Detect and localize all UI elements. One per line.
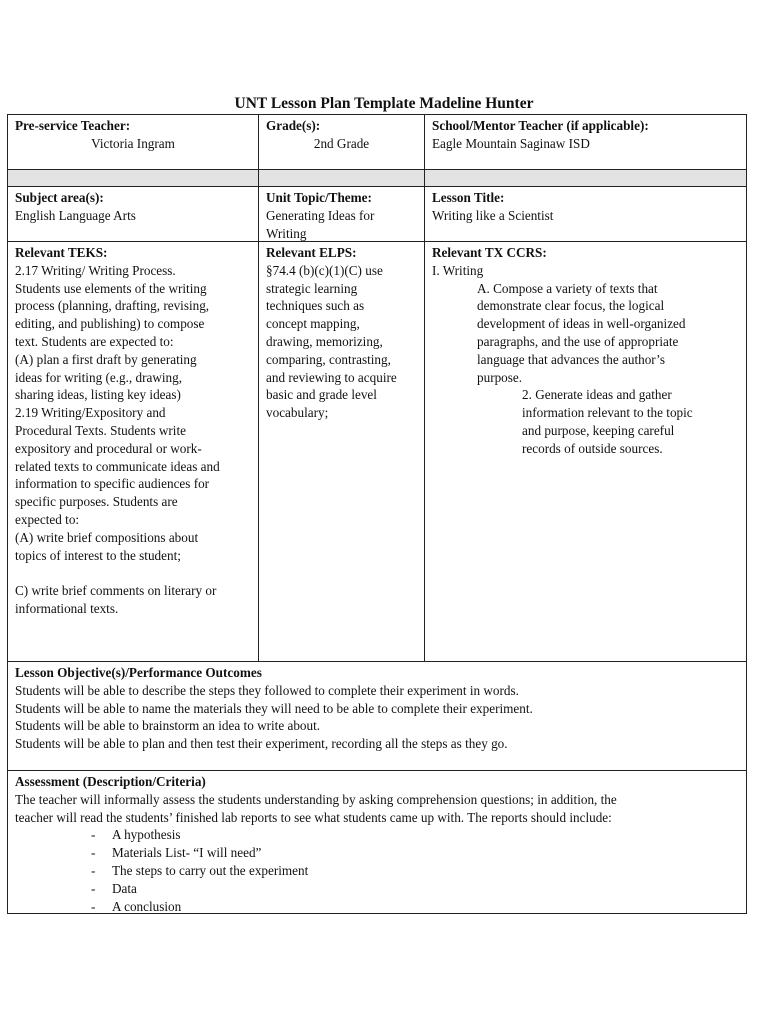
teks-blank-line <box>15 564 251 582</box>
grade-value: 2nd Grade <box>313 135 370 151</box>
elps-line: and reviewing to acquire <box>266 369 397 385</box>
teks-line: specific purposes. Students are <box>15 494 178 510</box>
assessment-label: Assessment (Description/Criteria) <box>15 774 206 789</box>
grade-label: Grade(s): <box>266 118 321 133</box>
teks-line: editing, and publishing) to compose <box>15 316 205 332</box>
school-label: School/Mentor Teacher (if applicable): <box>432 118 649 133</box>
bullet-dash: - <box>91 862 96 878</box>
lesson-title-cell <box>424 186 747 242</box>
elps-cell <box>258 241 425 662</box>
teks-line: process (planning, drafting, revising, <box>15 298 210 314</box>
teks-line: related texts to communicate ideas and <box>15 458 220 474</box>
ccrs-a-line: language that advances the author’s <box>477 351 665 367</box>
subject-label: Subject area(s): <box>15 190 104 205</box>
list-item-text: Materials List- “I will need” <box>112 845 262 861</box>
teks-cell <box>7 241 259 662</box>
teks-line: ideas for writing (e.g., drawing, <box>15 369 182 385</box>
elps-line: §74.4 (b)(c)(1)(C) use <box>266 262 383 278</box>
lesson-title-label: Lesson Title: <box>432 190 505 205</box>
bullet-dash: - <box>91 898 96 914</box>
objective-line: Students will be able to name the materials they will need to be able to complete their experiment. <box>15 700 533 716</box>
objective-line: Students will be able to describe the steps they followed to complete their experiment in words. <box>15 682 519 698</box>
teacher-cell <box>7 114 259 170</box>
page-title: UNT Lesson Plan Template Madeline Hunter <box>234 95 534 112</box>
school-value: Eagle Mountain Saginaw ISD <box>432 135 590 151</box>
teks-line: 2.17 Writing/ Writing Process. <box>15 262 176 278</box>
bullet-dash: - <box>91 827 96 843</box>
ccrs-b-line: information relevant to the topic <box>522 405 693 421</box>
teacher-label: Pre-service Teacher: <box>15 118 131 133</box>
ccrs-a-line: development of ideas in well-organized <box>477 316 686 332</box>
ccrs-a-line: A. Compose a variety of texts that <box>477 280 658 296</box>
teks-line: Students use elements of the writing <box>15 280 207 296</box>
list-item-text: A hypothesis <box>112 827 181 843</box>
unit-label: Unit Topic/Theme: <box>266 190 372 205</box>
list-item <box>15 880 739 898</box>
ccrs-heading: I. Writing <box>432 262 484 278</box>
list-item-text: A conclusion <box>112 898 182 914</box>
school-cell <box>424 114 747 170</box>
teks-line: (A) plan a first draft by generating <box>15 351 197 367</box>
teks-line: (A) write brief compositions about <box>15 529 199 545</box>
unit-line: Writing <box>266 225 307 241</box>
objectives-label: Lesson Objective(s)/Performance Outcomes <box>15 665 262 680</box>
spacer-row-2 <box>258 169 425 187</box>
elps-line: basic and grade level <box>266 387 377 403</box>
list-item-text: The steps to carry out the experiment <box>112 862 309 878</box>
subject-cell <box>7 186 259 242</box>
teks-line: topics of interest to the student; <box>15 547 181 563</box>
ccrs-a-line: demonstrate clear focus, the logical <box>477 298 665 314</box>
unit-cell <box>258 186 425 242</box>
teks-label: Relevant TEKS: <box>15 245 108 260</box>
spacer-row-3 <box>424 169 747 187</box>
assessment-cell <box>7 770 747 914</box>
list-item-text: Data <box>112 880 137 896</box>
elps-line: vocabulary; <box>266 405 329 421</box>
elps-label: Relevant ELPS: <box>266 245 357 260</box>
teks-line: text. Students are expected to: <box>15 333 174 349</box>
teks-line: information to specific audiences for <box>15 476 210 492</box>
objective-line: Students will be able to brainstorm an idea to write about. <box>15 718 321 734</box>
unit-line: Generating Ideas for <box>266 207 375 223</box>
ccrs-cell <box>424 241 747 662</box>
ccrs-a-line: paragraphs, and the use of appropriate <box>477 333 679 349</box>
teks-line: expected to: <box>15 511 80 527</box>
elps-line: drawing, memorizing, <box>266 333 383 349</box>
objective-line: Students will be able to plan and then test their experiment, recording all the steps as they go. <box>15 736 508 752</box>
bullet-dash: - <box>91 845 96 861</box>
spacer-row-1 <box>7 169 259 187</box>
teks-line: sharing ideas, listing key ideas) <box>15 387 181 403</box>
ccrs-a-line: purpose. <box>477 369 523 385</box>
lesson-title-value: Writing like a Scientist <box>432 207 554 223</box>
list-item <box>15 844 739 862</box>
objectives-cell <box>7 661 747 771</box>
teacher-value: Victoria Ingram <box>91 135 175 151</box>
elps-line: strategic learning <box>266 280 358 296</box>
ccrs-b-line: 2. Generate ideas and gather <box>522 387 672 403</box>
elps-line: comparing, contrasting, <box>266 351 391 367</box>
teks-line: informational texts. <box>15 600 119 616</box>
teks-line: expository and procedural or work- <box>15 440 202 456</box>
elps-line: techniques such as <box>266 298 365 314</box>
ccrs-b-line: and purpose, keeping careful <box>522 422 675 438</box>
ccrs-b-line: records of outside sources. <box>522 440 663 456</box>
teks-line: 2.19 Writing/Expository and <box>15 405 166 421</box>
assessment-line: teacher will read the students’ finished lab reports to see what students came up with. The reports should include: <box>15 809 612 825</box>
teks-line: C) write brief comments on literary or <box>15 583 217 599</box>
list-item <box>15 826 739 844</box>
teks-line: Procedural Texts. Students write <box>15 422 186 438</box>
grade-cell <box>258 114 425 170</box>
list-item <box>15 862 739 880</box>
ccrs-label: Relevant TX CCRS: <box>432 245 547 260</box>
elps-line: concept mapping, <box>266 316 360 332</box>
subject-value: English Language Arts <box>15 207 136 223</box>
list-item <box>15 898 739 914</box>
bullet-dash: - <box>91 880 96 896</box>
assessment-line: The teacher will informally assess the students understanding by asking comprehension questions; in addition, the <box>15 791 617 807</box>
